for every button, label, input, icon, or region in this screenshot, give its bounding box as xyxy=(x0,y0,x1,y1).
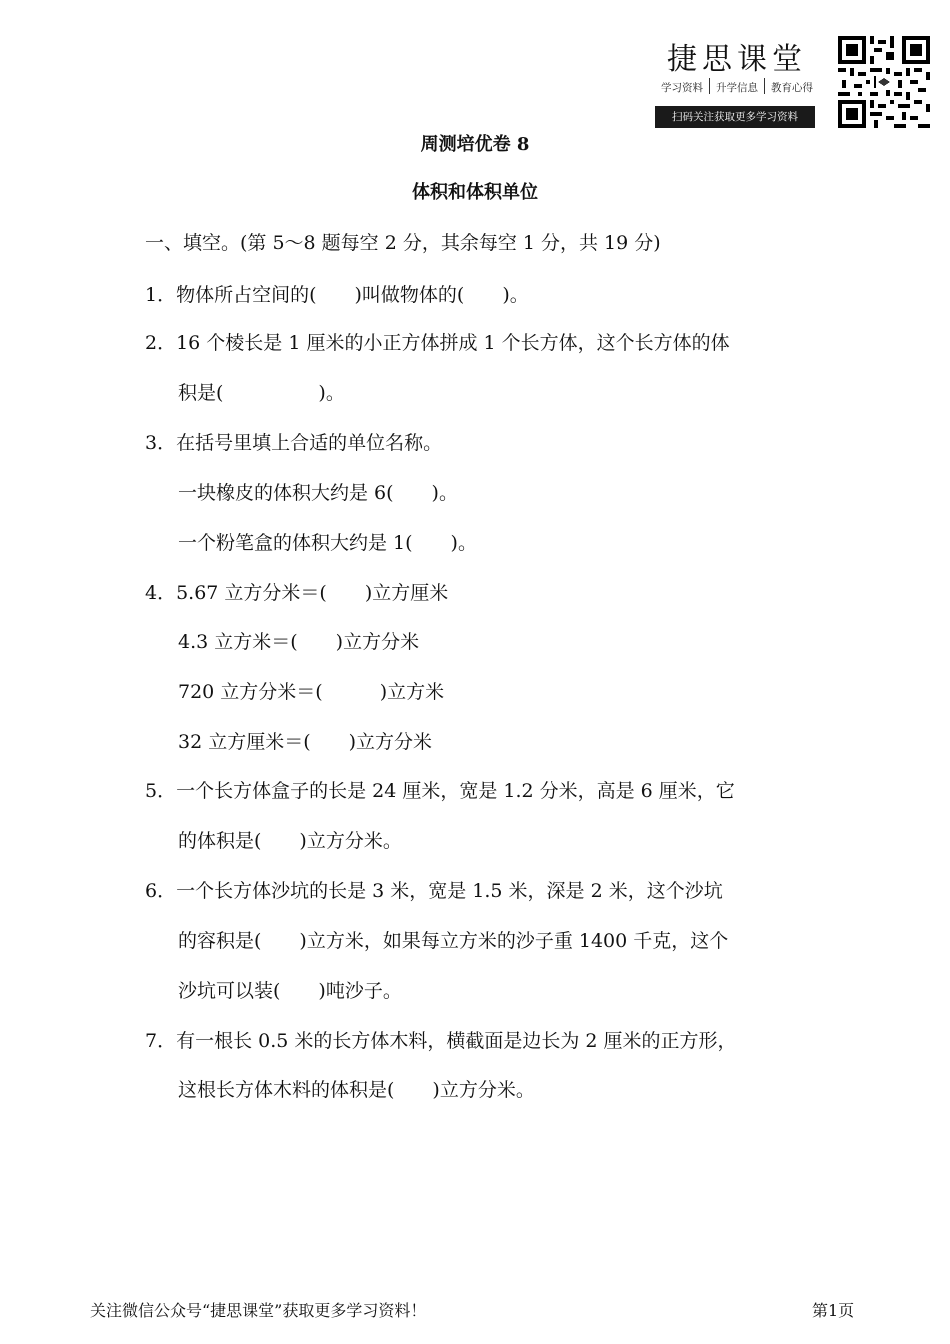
question-4-c: 720 立方分米＝( )立方米 xyxy=(178,681,445,703)
question-6: 6．一个长方体沙坑的长是 3 米，宽是 1.5 米，深是 2 米，这个沙坑 xyxy=(145,880,723,902)
brand-tagline: 扫码关注获取更多学习资料 xyxy=(655,106,815,128)
question-2-cont: 积是( )。 xyxy=(178,382,345,404)
divider xyxy=(764,78,765,94)
brand-name: 捷思课堂 xyxy=(667,42,807,77)
question-5-cont: 的体积是( )立方分米。 xyxy=(178,830,402,852)
question-2: 2．16 个棱长是 1 厘米的小正方体拼成 1 个长方体，这个长方体的体 xyxy=(145,332,730,354)
brand-link-admission: 升学信息 xyxy=(716,82,758,94)
question-3-a: 一块橡皮的体积大约是 6( )。 xyxy=(178,482,458,504)
footer-note: 关注微信公众号“捷思课堂”获取更多学习资料！ xyxy=(90,1301,427,1320)
question-3-b: 一个粉笔盒的体积大约是 1( )。 xyxy=(178,532,477,554)
brand-links xyxy=(657,80,817,95)
question-7: 7．有一根长 0.5 米的长方体木料，横截面是边长为 2 厘米的正方形， xyxy=(145,1030,737,1052)
page-subtitle: 体积和体积单位 xyxy=(412,182,538,203)
question-6-cont: 的容积是( )立方米，如果每立方米的沙子重 1400 千克，这个 xyxy=(178,930,729,952)
question-4: 4．5.67 立方分米＝( )立方厘米 xyxy=(145,582,449,604)
brand-link-study: 学习资料 xyxy=(661,82,703,94)
question-7-cont: 这根长方体木料的体积是( )立方分米。 xyxy=(178,1079,535,1101)
question-4-b: 4.3 立方米＝( )立方分米 xyxy=(178,631,420,653)
page-number: 第1页 xyxy=(812,1301,855,1320)
section-heading: 一、填空。(第 5～8 题每空 2 分，其余每空 1 分，共 19 分) xyxy=(145,232,661,254)
page-title: 周测培优卷 8 xyxy=(420,134,530,155)
question-3: 3．在括号里填上合适的单位名称。 xyxy=(145,432,443,454)
divider xyxy=(709,78,710,94)
brand-link-education: 教育心得 xyxy=(771,82,813,94)
question-5: 5．一个长方体盒子的长是 24 厘米，宽是 1.2 分米，高是 6 厘米，它 xyxy=(145,780,735,802)
question-6-cont-2: 沙坑可以装( )吨沙子。 xyxy=(178,980,402,1002)
qr-code-icon xyxy=(838,36,930,128)
question-4-d: 32 立方厘米＝( )立方分米 xyxy=(178,731,433,753)
question-1: 1．物体所占空间的( )叫做物体的( )。 xyxy=(145,284,529,306)
